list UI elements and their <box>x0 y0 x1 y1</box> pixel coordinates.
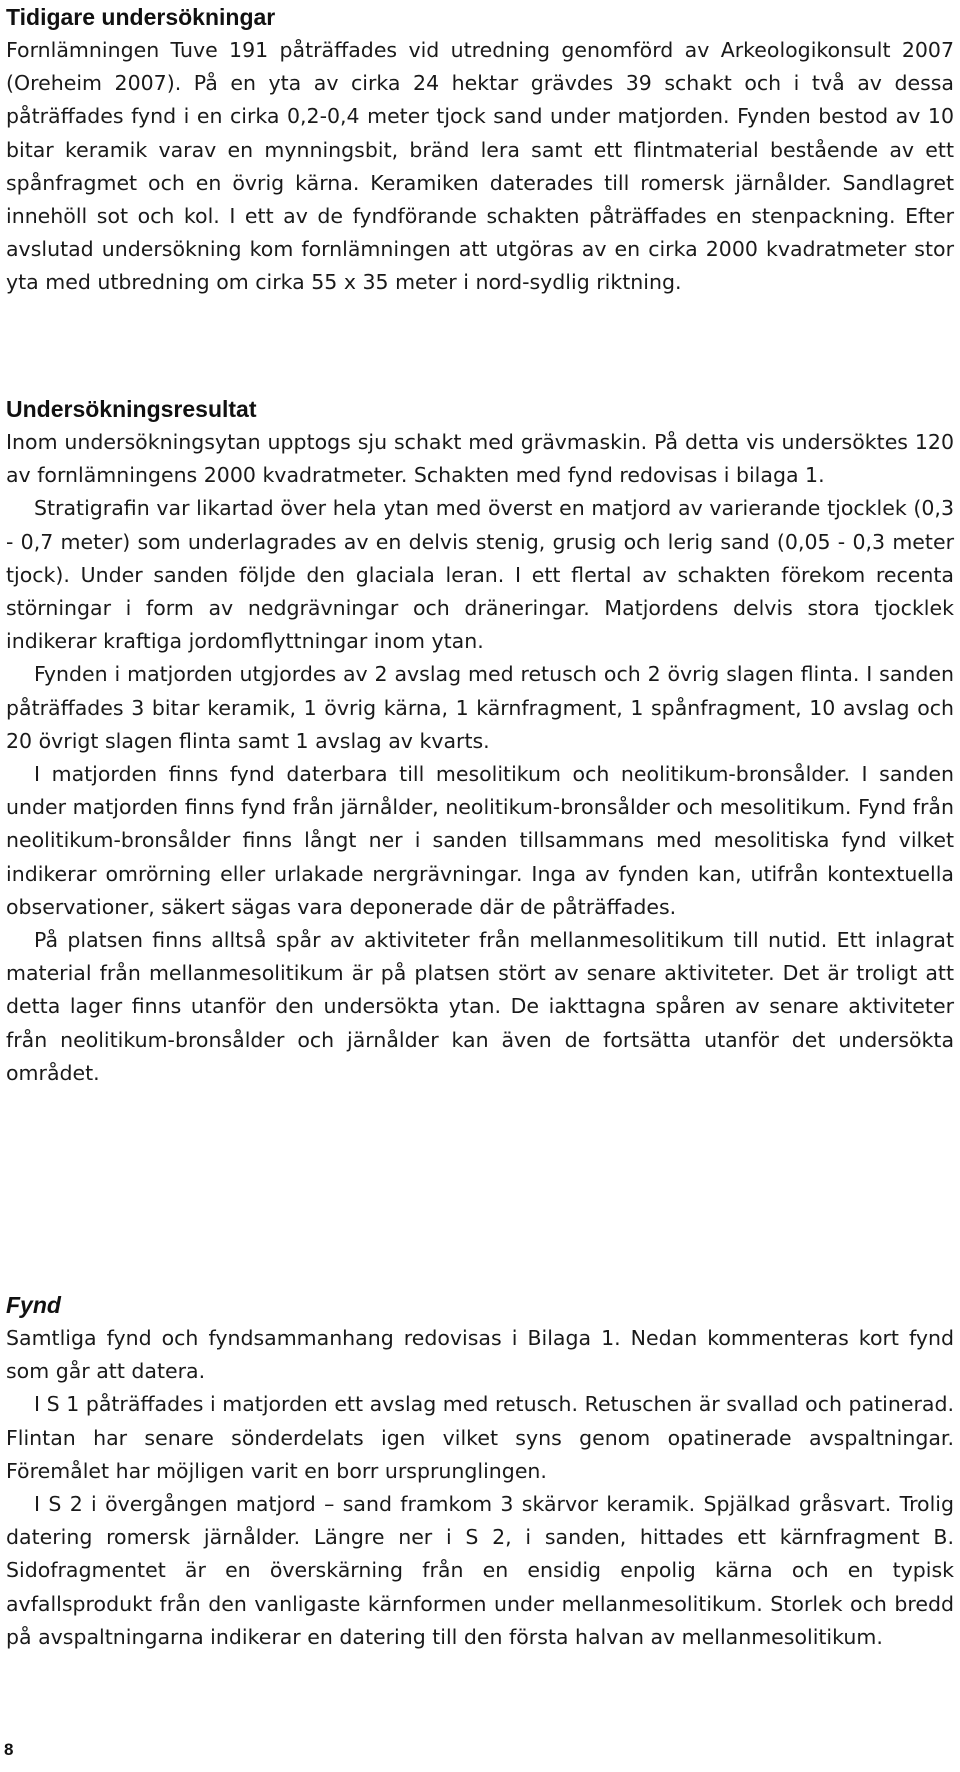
paragraph: Stratigrafin var likartad över hela ytan med överst en matjord av varierande tjocklek (0,3 - 0,7 meter) som underlagrades av en delvis stenig, grusig och lerig sand (0,05 - 0,3 meter tjock). Under sanden följde den glaciala leran. I ett flertal av schakten förekom recenta störningar i form av nedgrävningar och dräneringar. Matjordens delvis stora tjocklek indikerar kraftiga jordomflyttningar inom ytan. <box>6 496 954 654</box>
page-number: 8 <box>4 1740 14 1759</box>
paragraph: Inom undersökningsytan upptogs sju schakt med grävmaskin. På detta vis undersöktes 120 av fornlämningens 2000 kvadratmeter. Schakten med fynd redovisas i bilaga 1. <box>6 430 954 488</box>
paragraph: Fynden i matjorden utgjordes av 2 avslag med retusch och 2 övrig slagen flinta. I sanden påträffades 3 bitar keramik, 1 övrig kärna, 1 kärnfragment, 1 spånfragment, 10 avslag och 20 övrigt slagen flinta samt 1 avslag av kvarts. <box>6 662 954 753</box>
paragraph: Fornlämningen Tuve 191 påträffades vid utredning genomförd av Arkeologikonsult 2007 (Oreheim 2007). På en yta av cirka 24 hektar grävdes 39 schakt och i två av dessa påträffades fynd i en cirka 0,2-0,4 meter tjock sand under matjorden. Fynden bestod av 10 bitar keramik varav en mynningsbit, bränd lera samt ett flintmaterial bestående av ett spånfragmet och en övrig kärna. Keramiken daterades till romersk järnålder. Sandlagret innehöll sot och kol. I ett av de fyndförande schakten påträffades en stenpackning. Efter avslutad undersökning kom fornlämningen att utgöras av en cirka 2000 kvadratmeter stor yta med utbredning om cirka 55 x 35 meter i nord-sydlig riktning. <box>6 38 954 295</box>
section-undersokningsresultat <box>6 392 954 1090</box>
paragraph: I S 2 i övergången matjord – sand framkom 3 skärvor keramik. Spjälkad gråsvart. Trolig datering romersk järnålder. Längre ner i S 2, i sanden, hittades ett kärnfragment B. Sidofragmentet är en överskärning från en ensidig enpolig kärna och en typisk avfallsprodukt från den vanligaste kärnformen under mellanmesolitikum. Storlek och bredd på avspaltningarna indikerar en datering till den första halvan av mellanmesolitikum. <box>6 1492 954 1649</box>
section-heading: Undersökningsresultat <box>6 396 257 422</box>
paragraph: På platsen finns alltså spår av aktiviteter från mellanmesolitikum till nutid. Ett inlagrat material från mellanmesolitikum är på platsen stört av senare aktiviteter. Det är troligt att detta lager finns utanför den undersökta ytan. De iakttagna spåren av senare aktiviteter från neolitikum-bronsålder och järnålder kan även de fortsätta utanför det undersökta området. <box>6 928 954 1085</box>
section-fynd <box>6 1288 954 1654</box>
paragraph: I matjorden finns fynd daterbara till mesolitikum och neolitikum-bronsålder. I sanden under matjorden finns fynd från järnålder, neolitikum-bronsålder och mesolitikum. Fynd från neolitikum-bronsålder finns långt ner i sanden tillsammans med mesolitiska fynd vilket indikerar omrörning eller urlakade nergrävningar. Inga av fynden kan, utifrån kontextuella observationer, säkert sägas vara deponerade där de påträffades. <box>6 762 954 919</box>
section-heading: Fynd <box>6 1292 61 1318</box>
section-heading: Tidigare undersökningar <box>6 4 276 30</box>
paragraph: I S 1 påträffades i matjorden ett avslag med retusch. Retuschen är svallad och patinerad. Flintan har senare sönderdelats igen vilket syns genom opatinerade avspaltningar. Föremålet har möjligen varit en borr ursprunglingen. <box>6 1392 954 1483</box>
section-tidigare-undersokningar <box>6 0 954 300</box>
paragraph: Samtliga fynd och fyndsammanhang redovisas i Bilaga 1. Nedan kommenteras kort fynd som går att datera. <box>6 1326 954 1384</box>
